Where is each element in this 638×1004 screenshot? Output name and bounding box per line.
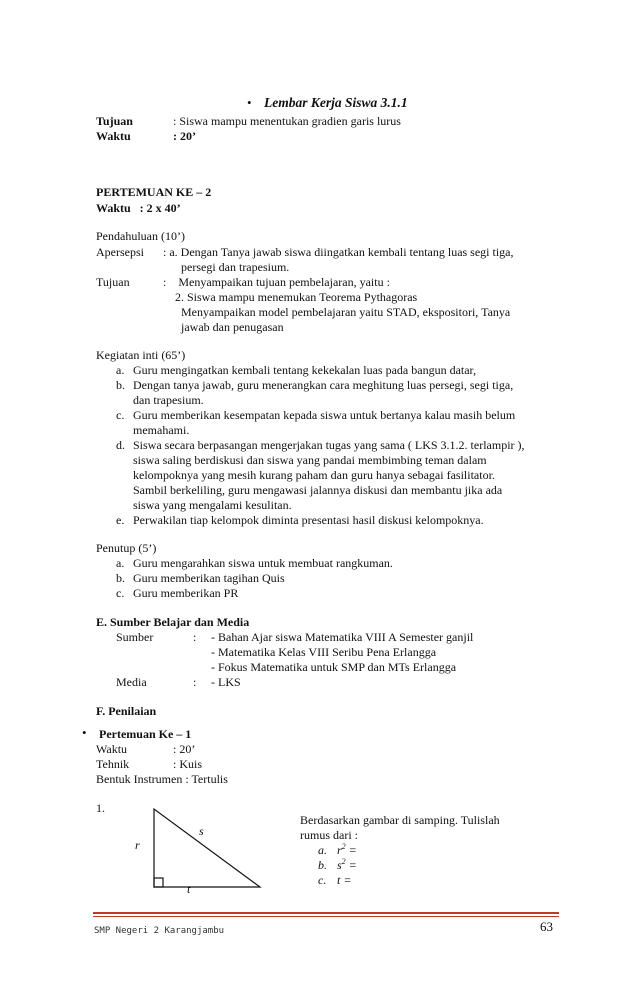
pertemuan2-waktu: Waktu : 2 x 40’ bbox=[96, 201, 181, 215]
tujuan-value: : Siswa mampu menentukan gradien garis lurus bbox=[173, 114, 401, 128]
penutup-text: Guru mengarahkan siswa untuk membuat rangkuman. bbox=[133, 556, 393, 570]
triangle-shape bbox=[154, 809, 260, 887]
kegiatan-text: Dengan tanya jawab, guru menerangkan cara meghitung luas persegi, segi tiga, bbox=[133, 378, 514, 392]
penutup-letter: c. bbox=[116, 586, 125, 600]
penutup-letter: a. bbox=[116, 556, 125, 570]
footer-divider bbox=[93, 912, 559, 914]
sumber-label: Sumber bbox=[116, 630, 154, 644]
media-item: - LKS bbox=[211, 675, 241, 689]
pertemuan2-title: PERTEMUAN KE – 2 bbox=[96, 185, 212, 199]
side-label-r: r bbox=[135, 838, 140, 852]
kegiatan-text: siswa saling berdiskusi dan siswa yang pandai membimbing teman dalam bbox=[133, 453, 487, 467]
kegiatan-text: Guru memberikan kesempatan kepada siswa untuk bertanya kalau masih belum bbox=[133, 408, 516, 422]
kegiatan-text: Guru mengingatkan kembali tentang kekekalan luas pada bangun datar, bbox=[133, 363, 477, 377]
apersepsi-line2: persegi dan trapesium. bbox=[181, 260, 290, 274]
pertemuan-bullet: • bbox=[82, 725, 87, 740]
right-triangle-figure bbox=[150, 805, 270, 895]
penilaian-waktu-value: : 20’ bbox=[173, 742, 196, 756]
penilaian-pertemuan: Pertemuan Ke – 1 bbox=[99, 727, 192, 741]
tujuan2-line4: jawab dan penugasan bbox=[181, 320, 284, 334]
question-c: t = bbox=[337, 873, 352, 887]
penilaian-heading: F. Penilaian bbox=[96, 704, 157, 718]
penilaian-tehnik-label: Tehnik bbox=[96, 757, 130, 771]
penutup-text: Guru memberikan tagihan Quis bbox=[133, 571, 285, 585]
page-title: Lembar Kerja Siswa 3.1.1 bbox=[264, 95, 408, 110]
question-a: $r^2$ = bbox=[337, 842, 357, 857]
penutup-letter: b. bbox=[116, 571, 125, 585]
tujuan2-label: Tujuan bbox=[96, 275, 130, 289]
kegiatan-text: kelompoknya yang mesih kurang paham dan guru hanya sebagai fasilitator. bbox=[133, 468, 495, 482]
kegiatan-text: Siswa secara berpasangan mengerjakan tugas yang sama ( LKS 3.1.2. terlampir ), bbox=[133, 438, 525, 452]
penutup-heading: Penutup (5’) bbox=[96, 541, 157, 555]
kegiatan-text: memahami. bbox=[133, 423, 190, 437]
kegiatan-text: Perwakilan tiap kelompok diminta presentasi hasil diskusi kelompoknya. bbox=[133, 513, 484, 527]
question-b: $s^2$ = bbox=[337, 857, 357, 872]
waktu-value: : 20’ bbox=[173, 129, 196, 143]
apersepsi-line1: : a. Dengan Tanya jawab siswa diingatkan kembali tentang luas segi tiga, bbox=[163, 245, 514, 259]
media-label: Media bbox=[116, 675, 147, 689]
question-b-letter: b. bbox=[318, 858, 327, 872]
sumber-item: - Fokus Matematika untuk SMP dan MTs Erlangga bbox=[211, 660, 457, 674]
footer-divider-thin bbox=[93, 916, 559, 917]
apersepsi-label: Apersepsi bbox=[96, 245, 144, 259]
penilaian-waktu-label: Waktu bbox=[96, 742, 128, 756]
kegiatan-letter: b. bbox=[116, 378, 125, 392]
sumber-item: - Bahan Ajar siswa Matematika VIII A Semester ganjil bbox=[211, 630, 474, 644]
pendahuluan-heading: Pendahuluan (10’) bbox=[96, 229, 185, 243]
kegiatan-letter: c. bbox=[116, 408, 125, 422]
right-angle-marker bbox=[154, 878, 163, 887]
question-a-letter: a. bbox=[318, 843, 327, 857]
tujuan2-line2: 2. Siswa mampu menemukan Teorema Pythagoras bbox=[175, 290, 418, 304]
title-bullet: • bbox=[247, 95, 252, 110]
kegiatan-letter: d. bbox=[116, 438, 125, 452]
tujuan2-line1: : Menyampaikan tujuan pembelajaran, yaitu : bbox=[163, 275, 390, 289]
kegiatan-letter: a. bbox=[116, 363, 125, 377]
media-colon: : bbox=[193, 675, 197, 689]
sumber-colon: : bbox=[193, 630, 197, 644]
instruction-line1: Berdasarkan gambar di samping. Tulislah bbox=[300, 813, 500, 827]
question-number: 1. bbox=[96, 801, 105, 815]
page-number: 63 bbox=[540, 919, 553, 934]
penutup-text: Guru memberikan PR bbox=[133, 586, 239, 600]
sumber-heading: E. Sumber Belajar dan Media bbox=[96, 615, 250, 629]
penilaian-bentuk: Bentuk Instrumen : Tertulis bbox=[96, 772, 228, 786]
side-label-t: t bbox=[187, 882, 191, 896]
side-label-s: s bbox=[199, 824, 204, 838]
penilaian-tehnik-value: : Kuis bbox=[173, 757, 203, 771]
waktu-label: Waktu bbox=[96, 129, 131, 143]
kegiatan-text: dan trapesium. bbox=[133, 393, 204, 407]
footer-school: SMP Negeri 2 Karangjambu bbox=[94, 926, 225, 936]
kegiatan-letter: e. bbox=[116, 513, 125, 527]
instruction-line2: rumus dari : bbox=[300, 828, 358, 842]
tujuan2-line3: Menyampaikan model pembelajaran yaitu STAD, ekspositori, Tanya bbox=[181, 305, 511, 319]
sumber-item: - Matematika Kelas VIII Seribu Pena Erlangga bbox=[211, 645, 437, 659]
tujuan-label: Tujuan bbox=[96, 114, 133, 128]
kegiatan-text: siswa yang mengalami kesulitan. bbox=[133, 498, 292, 512]
kegiatan-heading: Kegiatan inti (65’) bbox=[96, 348, 186, 362]
question-c-letter: c. bbox=[318, 873, 327, 887]
kegiatan-text: Sambil berkeliling, guru mengawasi jalannya diskusi dan membantu jika ada bbox=[133, 483, 503, 497]
